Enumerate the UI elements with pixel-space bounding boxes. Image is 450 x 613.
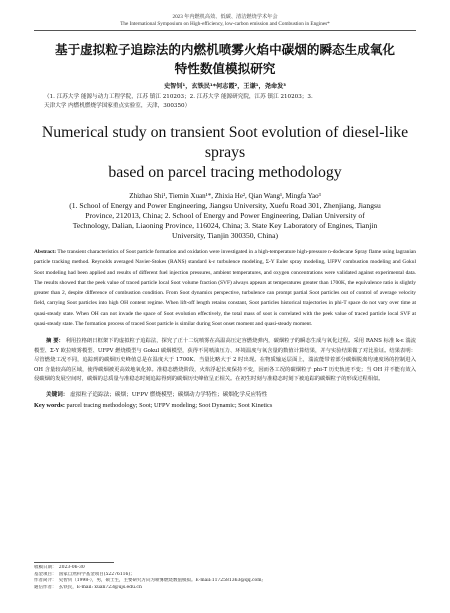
chinese-keywords-text: 虚拟粒子追踪法；碳烟；UFPV 燃烧模型；碳烟动力学特性；碳烟化学反应特性 (70, 392, 268, 399)
chinese-affiliation-line-2: 天津大学 内燃机燃烧学国家重点实验室，天津，300350） (44, 103, 191, 109)
english-keywords-text: parcel tracing methodology; Soot; UFPV modeling; Soot Dynamic; Soot Kinetics (66, 402, 273, 410)
english-affiliation-line-1: (1. School of Energy and Power Engineering, Jiangsu University, Xuefu Road 301, Zhenjiang, Jiangsu (69, 201, 381, 210)
corresponding-author: 通信作者： 玄铁民，E-mail: xuan723@ujs.edu.cn (34, 584, 142, 590)
english-title (34, 123, 416, 183)
english-title-line-2: based on parcel tracing methodology (108, 164, 342, 181)
conference-name-cn: 2023 年内燃机高效、低碳、清洁燃烧学术年会 (172, 14, 278, 20)
english-authors: Zhizhao Shi¹, Tiemin Xuan¹*, Zhixia He², Qian Wang¹, Mingfa Yao³ (129, 192, 321, 200)
english-abstract (34, 247, 416, 329)
english-keywords (34, 402, 416, 409)
english-abstract-text: The transient characteristics of Soot particle formation and oxidation were investigated in a high-temperature high-pressure n-dodecane Spray flame using lagranian particle tracking method. Reynolds averaged Navier-Stokes (RANS) standard k-ε turbulence modeling, Σ-Y Euler spray modeling, UFPV combustion modeling and Gokul Soot modeling had been applied and results of different fuel injection pressures, ambient temperatures, and oxygen concentrations were validated against experimental data. The results showed that the peek value of traced particle local Soot volume fraction (SVF) always appears at temperatures greater than 1700K, the equivalence ratio is slightly greater than 2, despite difference of combustion condition. From Soot dynamics perspective, turbulence can prompt partial Soot particles out of control of average velocity field, carrying Soot particles into high OH content regime. When lift-off length retains constant, Soot particles historical trajectories in phi-T space do not vary over time at quasi-steady state. When OH can not invade the space of Soot evolution effectively, the total mass of soot is correlated with the peek value of traced particle local SVF at quasi-steady state. The formation process of traced Soot particle is similar during Soot onset moment and quasi-steady moment. (34, 249, 416, 328)
chinese-title-line-2: 特性数值模拟研究 (174, 61, 276, 76)
chinese-abstract (34, 337, 416, 384)
english-affiliations (34, 201, 416, 241)
footnote-divider (34, 562, 114, 563)
english-affiliation-line-3: Technology, Dalian, Liaoning Province, 116024, China; 3. State Key Laboratory of Engines, Tianjin (72, 221, 378, 230)
english-affiliation-line-2: Province, 212013, China; 2. School of Energy and Power Engineering, Dalian University of (85, 211, 365, 220)
received-date: 收稿日期： 2023-06-30 (34, 565, 85, 570)
conference-header (34, 0, 416, 31)
chinese-affiliation-line-1: （1. 江苏大学 能源与动力工程学院，江苏 镇江 210203；2. 江苏大学 能源研究院，江苏 镇江 210203；3. (44, 94, 313, 100)
english-title-line-1: Numerical study on transient Soot evolution of diesel-like sprays (41, 124, 409, 161)
conference-name-en: The International Symposium on High-efficiency, low-carbon emission and Combustion in Engines* (120, 21, 330, 27)
header-divider (34, 30, 416, 31)
chinese-title-line-1: 基于虚拟粒子追踪法的内燃机喷雾火焰中碳烟的瞬态生成氧化 (54, 42, 396, 57)
english-affiliation-line-4: University, Tianjin 300350, China) (171, 231, 279, 240)
chinese-keywords (34, 390, 416, 398)
chinese-title (34, 40, 416, 78)
author-info: 作者简介： 史智钊（1998-），男，硕士生，主要研究方向为喷雾燃烧数值模拟。E-mail:1172581363@qq.com; (34, 578, 264, 584)
english-keywords-label: Key words: (34, 402, 65, 410)
chinese-keywords-label: 关键词： (46, 392, 69, 399)
fund-info: 基金项目： 国家自然科学基金项目(52276116)； (34, 571, 135, 577)
chinese-authors: 史智钊¹，玄铁民¹*何志霞²，王谦¹，尧命发³ (164, 83, 286, 90)
footnote (34, 562, 416, 591)
chinese-abstract-text: 利用拉格朗日框架下的虚拟粒子追踪法，探究了正十二烷喷雾在高温高压定容燃烧弹内，碳烟粒子的瞬态生成与氧化过程。采用 RANS 标准 k-ε 湍流模型、Σ-Y 欧拉喷雾模型、UFPV 燃烧模型与 Gokul 碳烟模型，获得不同喷油压力、环境温度与氧含量的数值计算结果，并与实验结果做了对比验证。结果表明：尽管燃烧工况不同，追踪到的碳烟历史峰值总是在温度大于 1700K、当量比略大于 2 时出现。在物质输运层面上，湍流能带着部分碳烟脱离均速度场的控制进入 OH 含量较高的区域，使得碳烟被更高效地氧化掉。准稳态燃烧阶段，火焰浮起长度保持不变，因而各工况的碳烟粒子 phi-T 历史轨迹不变；当 OH 并不能有效入侵碳烟的发展空间时，碳烟的总质量与准稳态时刻追踪得到的碳烟历史峰值呈正相关。在初生时刻与准稳态时刻下被追踪的碳烟粒子的形成过程相似。 (34, 338, 416, 382)
chinese-abstract-label: 摘 要： (46, 338, 64, 345)
english-abstract-label: Abstract: (34, 249, 57, 255)
chinese-affiliations (34, 93, 416, 111)
